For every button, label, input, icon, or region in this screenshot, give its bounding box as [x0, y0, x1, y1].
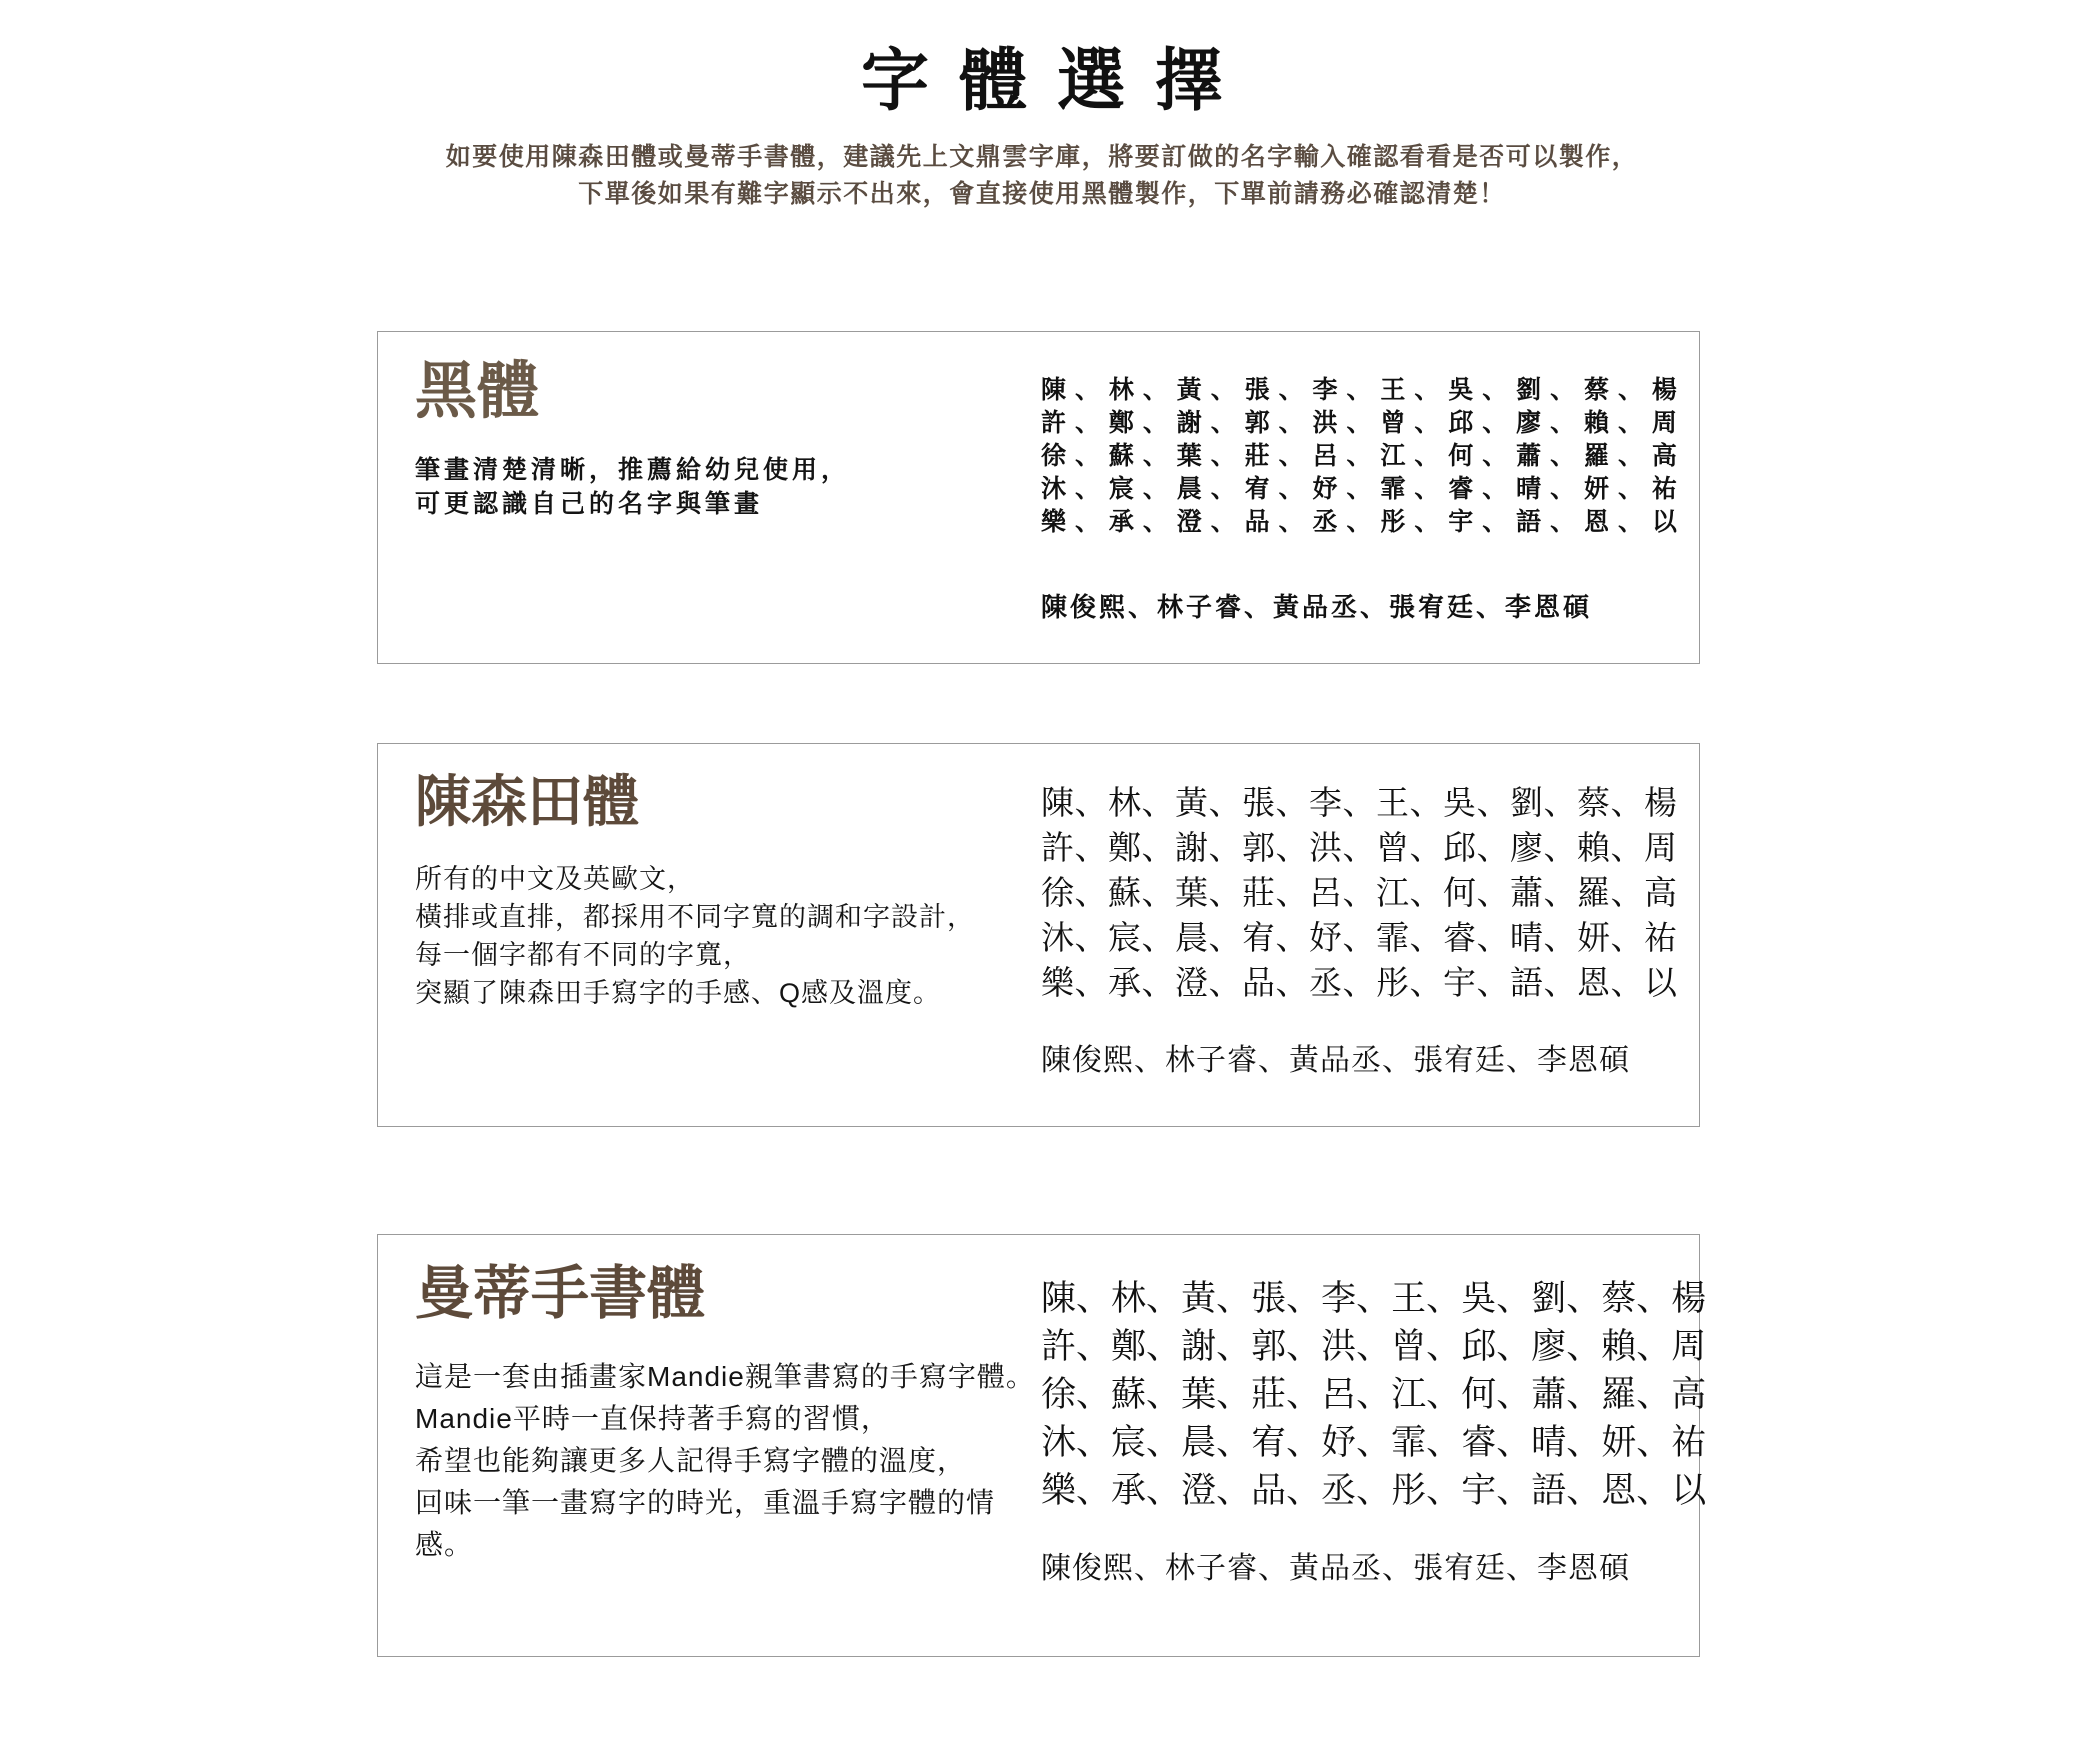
page-header — [0, 0, 2084, 213]
sample-row: 許 、 鄭 、 謝 、 郭 、 洪 、 曾 、 邱 、 廖 、 賴 、 周 — [1041, 1327, 1707, 1366]
font-card-mandie-info — [378, 1235, 1041, 1656]
sample-row: 沐 、 宸 、 晨 、 宥 、 妤 、 霏 、 睿 、 晴 、 妍 、 祐 — [1041, 1423, 1707, 1462]
font-description — [415, 1356, 1041, 1566]
sample-row: 陳 、 林 、 黃 、 張 、 李 、 王 、 吳 、 劉 、 蔡 、 楊 — [1041, 784, 1677, 821]
font-card-chensentian-info — [378, 744, 1041, 1126]
subtitle-line-2: 下單後如果有難字顯示不出來，會直接使用黑體製作，下單前請務必確認清楚！ — [578, 179, 1506, 208]
sample-full-names: 陳俊熙、林子睿、黃品丞、張宥廷、李恩碩 — [1041, 592, 1593, 622]
font-description-line: 這是一套由插畫家Mandie親筆書寫的手寫字體。 — [415, 1360, 1035, 1392]
font-description-line: 筆畫清楚清晰，推薦給幼兒使用， — [415, 456, 851, 485]
font-description-line: Mandie平時一直保持著手寫的習慣， — [415, 1402, 890, 1434]
font-name: 黑體 — [415, 357, 540, 426]
sample-surnames — [1041, 1275, 1706, 1515]
sample-row: 陳 、 林 、 黃 、 張 、 李 、 王 、 吳 、 劉 、 蔡 、 楊 — [1041, 376, 1677, 404]
page-subtitle — [0, 139, 2084, 213]
font-description-line: 所有的中文及英歐文， — [415, 864, 695, 895]
font-card-mandie — [377, 1234, 1707, 1657]
sample-row: 許 、 鄭 、 謝 、 郭 、 洪 、 曾 、 邱 、 廖 、 賴 、 周 — [1041, 829, 1677, 866]
sample-row: 樂 、 承 、 澄 、 品 、 丞 、 彤 、 宇 、 語 、 恩 、 以 — [1041, 508, 1677, 536]
sample-row: 許 、 鄭 、 謝 、 郭 、 洪 、 曾 、 邱 、 廖 、 賴 、 周 — [1041, 409, 1677, 437]
font-card-chensentian — [377, 743, 1700, 1127]
sample-full-names: 陳俊熙、林子睿、黃品丞、張宥廷、李恩碩 — [1041, 1044, 1630, 1077]
page-title: 字體選擇 — [860, 43, 1253, 119]
sample-row: 陳 、 林 、 黃 、 張 、 李 、 王 、 吳 、 劉 、 蔡 、 楊 — [1041, 1279, 1707, 1318]
font-description — [415, 860, 1041, 1012]
font-card-mandie-samples — [1041, 1235, 1728, 1656]
sample-surnames — [1041, 374, 1677, 539]
font-card-heiti — [377, 331, 1700, 664]
sample-row: 沐 、 宸 、 晨 、 宥 、 妤 、 霏 、 睿 、 晴 、 妍 、 祐 — [1041, 475, 1677, 503]
sample-row: 沐 、 宸 、 晨 、 宥 、 妤 、 霏 、 睿 、 晴 、 妍 、 祐 — [1041, 919, 1677, 956]
font-description-line: 可更認識自己的名字與筆畫 — [415, 490, 764, 519]
font-description-line: 希望也能夠讓更多人記得手寫字體的溫度， — [415, 1444, 967, 1476]
font-description-line: 橫排或直排，都採用不同字寬的調和字設計， — [415, 902, 975, 933]
sample-row: 樂 、 承 、 澄 、 品 、 丞 、 彤 、 宇 、 語 、 恩 、 以 — [1041, 964, 1677, 1001]
sample-surnames — [1041, 780, 1677, 1005]
font-card-heiti-info — [378, 332, 1041, 663]
sample-full-names: 陳俊熙、林子睿、黃品丞、張宥廷、李恩碩 — [1041, 1552, 1630, 1585]
font-card-heiti-samples — [1041, 332, 1699, 663]
font-description — [415, 453, 1041, 521]
subtitle-line-1: 如要使用陳森田體或曼蒂手書體，建議先上文鼎雲字庫，將要訂做的名字輸入確認看看是否可以製作， — [445, 142, 1639, 171]
font-description-line: 突顯了陳森田手寫字的手感、Q感及溫度。 — [415, 978, 942, 1009]
font-name: 曼蒂手書體 — [415, 1261, 706, 1326]
font-name: 陳森田體 — [415, 770, 639, 833]
sample-row: 徐 、 蘇 、 葉 、 莊 、 呂 、 江 、 何 、 蕭 、 羅 、 高 — [1041, 874, 1677, 911]
sample-row: 徐 、 蘇 、 葉 、 莊 、 呂 、 江 、 何 、 蕭 、 羅 、 高 — [1041, 1375, 1707, 1414]
font-description-line: 每一個字都有不同的字寬， — [415, 940, 751, 971]
font-card-chensentian-samples — [1041, 744, 1699, 1126]
font-description-line: 回味一筆一畫寫字的時光，重溫手寫字體的情感。 — [415, 1486, 996, 1560]
sample-row: 徐 、 蘇 、 葉 、 莊 、 呂 、 江 、 何 、 蕭 、 羅 、 高 — [1041, 442, 1677, 470]
sample-row: 樂 、 承 、 澄 、 品 、 丞 、 彤 、 宇 、 語 、 恩 、 以 — [1041, 1471, 1707, 1510]
